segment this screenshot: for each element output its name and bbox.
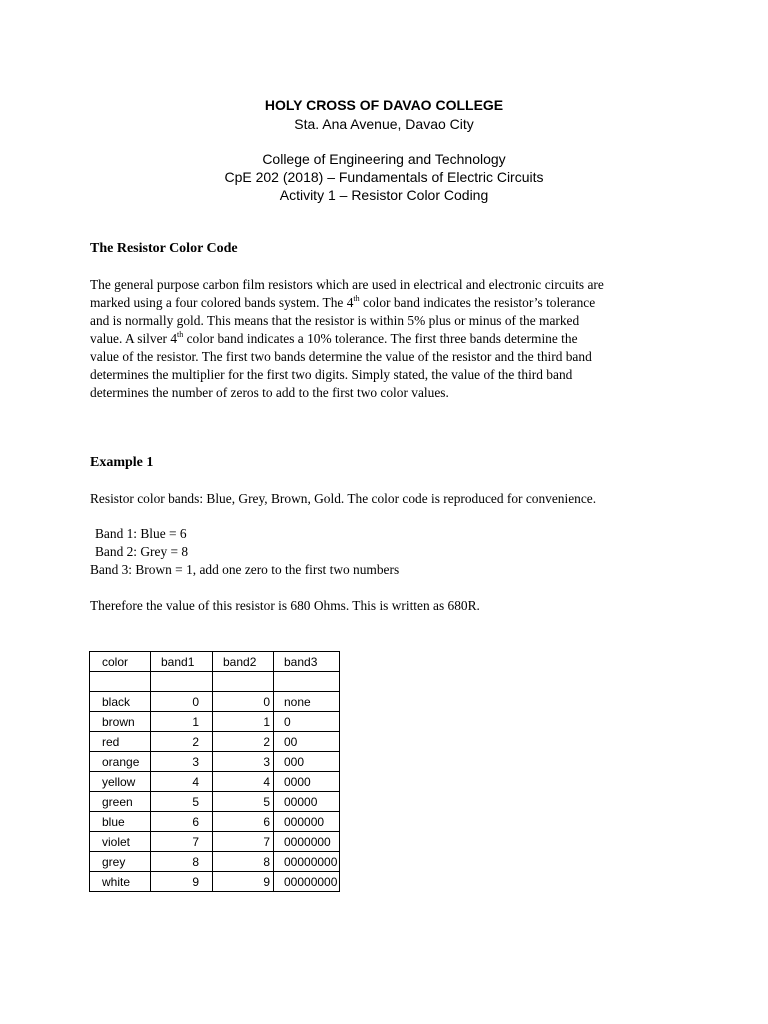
table-cell: 0 [274, 712, 340, 732]
table-cell: red [90, 732, 151, 752]
course-title: CpE 202 (2018) – Fundamentals of Electric Circuits [224, 169, 544, 185]
table-cell: blue [90, 812, 151, 832]
table-header-cell: band3 [274, 652, 340, 672]
table-cell: 2 [151, 732, 213, 752]
table-cell: yellow [90, 772, 151, 792]
table-cell: 9 [151, 872, 213, 892]
school-name: HOLY CROSS OF DAVAO COLLEGE [264, 97, 504, 113]
activity-title: Activity 1 – Resistor Color Coding [279, 187, 489, 203]
table-cell: orange [90, 752, 151, 772]
table-cell: violet [90, 832, 151, 852]
table-cell: 0000000 [274, 832, 340, 852]
table-cell: 0000 [274, 772, 340, 792]
table-cell: 000 [274, 752, 340, 772]
table-row [90, 692, 340, 712]
table-cell: 5 [213, 792, 274, 812]
table-cell: 9 [213, 872, 274, 892]
table-cell: 8 [213, 852, 274, 872]
example-heading: Example 1 [90, 455, 154, 470]
table-cell: 5 [151, 792, 213, 812]
table-cell: 4 [213, 772, 274, 792]
table-blank-row [90, 672, 340, 692]
table-cell: 00000000 [274, 872, 340, 892]
table-cell: 6 [213, 812, 274, 832]
table-row [90, 872, 340, 892]
table-cell: 00000 [274, 792, 340, 812]
table-row [90, 832, 340, 852]
table-cell: 7 [213, 832, 274, 852]
table-cell: black [90, 692, 151, 712]
table-row [90, 792, 340, 812]
example-bands-line: Resistor color bands: Blue, Grey, Brown, Gold. The color code is reproduced for convenience. [90, 491, 597, 506]
table-row [90, 772, 340, 792]
table-cell: 3 [151, 752, 213, 772]
paragraph-line: The general purpose carbon film resistors which are used in electrical and electronic circuits are [90, 277, 604, 292]
paragraph-line: value. A silver 4th color band indicates a 10% tolerance. The first three bands determine the [90, 330, 578, 346]
table-cell: 00 [274, 732, 340, 752]
table-cell: 8 [151, 852, 213, 872]
table-cell: 0 [213, 692, 274, 712]
paragraph-line: value of the resistor. The first two bands determine the value of the resistor and the third band [90, 349, 592, 364]
intro-paragraph [90, 276, 680, 402]
table-header-row [90, 652, 340, 672]
table-cell: 7 [151, 832, 213, 852]
table-cell: 3 [213, 752, 274, 772]
table-row [90, 852, 340, 872]
table-row [90, 812, 340, 832]
paragraph-line: determines the number of zeros to add to the first two color values. [90, 385, 449, 400]
table-cell: 000000 [274, 812, 340, 832]
table-cell: none [274, 692, 340, 712]
table-cell: 6 [151, 812, 213, 832]
table-cell: 1 [213, 712, 274, 732]
paragraph-line: determines the multiplier for the first two digits. Simply stated, the value of the third band [90, 367, 573, 382]
table-header-cell: band1 [151, 652, 213, 672]
table-cell: 4 [151, 772, 213, 792]
table-header-cell: color [90, 652, 151, 672]
paragraph-line: marked using a four colored bands system. The 4th color band indicates the resistor’s tolerance [90, 294, 596, 310]
table-cell: 2 [213, 732, 274, 752]
school-address: Sta. Ana Avenue, Davao City [294, 116, 474, 132]
band1-line: Band 1: Blue = 6 [95, 526, 187, 541]
band3-line: Band 3: Brown = 1, add one zero to the first two numbers [90, 562, 400, 577]
college-name: College of Engineering and Technology [262, 151, 506, 167]
band2-line: Band 2: Grey = 8 [95, 544, 189, 559]
table-row [90, 732, 340, 752]
table-row [90, 712, 340, 732]
paragraph-line: and is normally gold. This means that the resistor is within 5% plus or minus of the marked [90, 313, 580, 328]
section-heading: The Resistor Color Code [90, 241, 238, 256]
table-cell: 0 [151, 692, 213, 712]
table-cell: green [90, 792, 151, 812]
table-cell: 00000000 [274, 852, 340, 872]
table-cell: white [90, 872, 151, 892]
table-cell: grey [90, 852, 151, 872]
table-cell: brown [90, 712, 151, 732]
table-cell: 1 [151, 712, 213, 732]
table-header-cell: band2 [213, 652, 274, 672]
color-code-table [89, 651, 340, 892]
example-result: Therefore the value of this resistor is 680 Ohms. This is written as 680R. [90, 598, 480, 613]
table-row [90, 752, 340, 772]
